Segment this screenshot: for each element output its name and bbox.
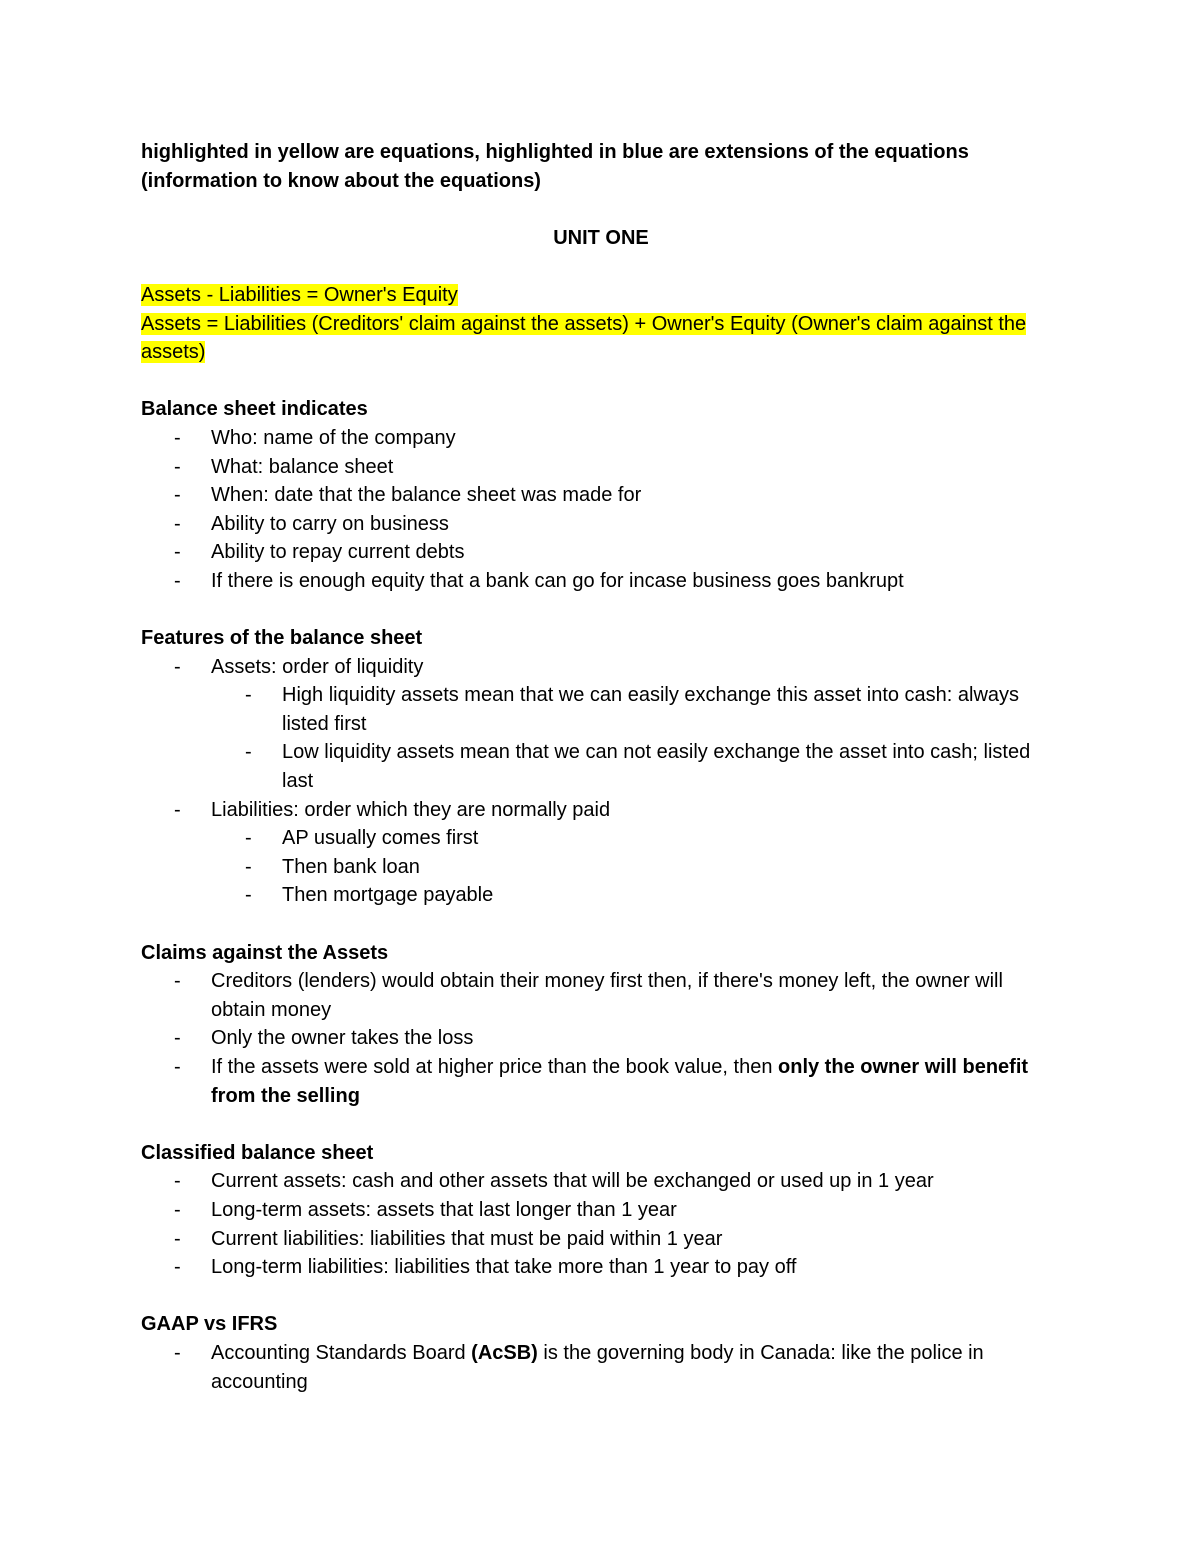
sub-list-item — [211, 881, 1061, 910]
intro-note: highlighted in yellow are equations, highlighted in blue are extensions of the equations (information to know about the equations) — [141, 141, 969, 192]
list-item — [141, 1024, 1061, 1053]
dash-bullet: - — [174, 455, 181, 478]
dash-bullet: - — [174, 484, 181, 507]
dash-bullet: - — [174, 1170, 181, 1193]
sub-list-item — [211, 824, 1061, 853]
sub-list-item — [211, 738, 1061, 795]
list-item-text: Liabilities: order which they are normally paid — [211, 798, 611, 821]
dash-bullet: - — [245, 855, 252, 878]
list-item — [141, 1053, 1061, 1110]
section-gaap-vs-ifrs — [141, 1310, 1061, 1396]
list-item — [141, 796, 1061, 910]
dash-bullet: - — [245, 741, 252, 764]
list-item-text: What: balance sheet — [211, 455, 394, 478]
sub-list-item-text: Low liquidity assets mean that we can not easily exchange the asset into cash; listed last — [282, 741, 1031, 793]
list-item-text: Assets: order of liquidity — [211, 655, 424, 678]
dash-bullet: - — [174, 1027, 181, 1050]
sub-list — [211, 681, 1061, 795]
list-item — [141, 967, 1061, 1024]
section-features — [141, 624, 1061, 910]
sub-list-item — [211, 681, 1061, 738]
list-item — [141, 510, 1061, 539]
list-item — [141, 1196, 1061, 1225]
unit-title: UNIT ONE — [553, 226, 649, 249]
sub-list-item — [211, 853, 1061, 882]
dash-bullet: - — [174, 569, 181, 592]
section-heading: Balance sheet indicates — [141, 398, 368, 421]
dash-bullet: - — [174, 1198, 181, 1221]
list-item — [141, 1253, 1061, 1282]
dash-bullet: - — [174, 1227, 181, 1250]
list-item-text: Current liabilities: liabilities that must be paid within 1 year — [211, 1227, 723, 1250]
list-item-text: Current assets: cash and other assets that will be exchanged or used up in 1 year — [211, 1170, 934, 1193]
list-item — [141, 1339, 1061, 1396]
section-classified — [141, 1139, 1061, 1282]
bullet-list — [141, 1167, 1061, 1281]
list-item — [141, 453, 1061, 482]
list-item-text: Ability to repay current debts — [211, 541, 465, 564]
dash-bullet: - — [245, 884, 252, 907]
equation-2: Assets = Liabilities (Creditors' claim against the assets) + Owner's Equity (Owner's claim against the assets) — [141, 312, 1027, 364]
section-heading: GAAP vs IFRS — [141, 1313, 278, 1336]
bullet-list — [141, 424, 1061, 596]
bullet-list — [141, 1339, 1061, 1396]
sub-list — [211, 824, 1061, 910]
list-item-text: Only the owner takes the loss — [211, 1027, 474, 1050]
section-heading: Features of the balance sheet — [141, 627, 423, 650]
sub-list-item-text: Then mortgage payable — [282, 884, 494, 907]
list-item-text: is the governing body in Canada: like the police in accounting — [211, 1341, 984, 1393]
dash-bullet: - — [174, 426, 181, 449]
list-item — [141, 424, 1061, 453]
list-item-text: Accounting Standards Board — [211, 1341, 472, 1364]
list-item-text: Who: name of the company — [211, 426, 456, 449]
equations-block — [141, 281, 1061, 367]
list-item-text: Long-term assets: assets that last longer than 1 year — [211, 1198, 677, 1221]
dash-bullet: - — [174, 541, 181, 564]
section-claims — [141, 939, 1061, 1111]
dash-bullet: - — [174, 798, 181, 821]
list-item-text: Long-term liabilities: liabilities that take more than 1 year to pay off — [211, 1256, 797, 1279]
list-item — [141, 538, 1061, 567]
document-page — [141, 138, 1061, 1396]
sub-list-item-text: High liquidity assets mean that we can easily exchange this asset into cash: always listed first — [282, 684, 1020, 735]
list-item — [141, 567, 1061, 596]
sub-list-item-text: AP usually comes first — [282, 827, 479, 850]
list-item-text: If the assets were sold at higher price than the book value, then — [211, 1056, 779, 1078]
list-item-text: Ability to carry on business — [211, 512, 449, 535]
list-item — [141, 481, 1061, 510]
dash-bullet: - — [174, 1256, 181, 1279]
list-item — [141, 653, 1061, 796]
dash-bullet: - — [174, 1341, 181, 1364]
dash-bullet: - — [174, 970, 181, 993]
dash-bullet: - — [245, 827, 252, 850]
equation-1: Assets - Liabilities = Owner's Equity — [141, 283, 458, 306]
dash-bullet: - — [245, 684, 252, 707]
emphasis-text: only the owner will benefit from the selling — [211, 1056, 1029, 1107]
section-heading: Claims against the Assets — [141, 941, 389, 964]
dash-bullet: - — [174, 655, 181, 678]
list-item — [141, 1225, 1061, 1254]
bullet-list — [141, 967, 1061, 1110]
emphasis-text: (AcSB) — [471, 1341, 538, 1364]
bullet-list — [141, 653, 1061, 910]
section-balance-sheet-indicates — [141, 395, 1061, 595]
dash-bullet: - — [174, 512, 181, 535]
list-item-text: Creditors (lenders) would obtain their money first then, if there's money left, the owner will obtain money — [211, 970, 1003, 1021]
list-item-text: If there is enough equity that a bank can go for incase business goes bankrupt — [211, 569, 904, 592]
list-item-text: When: date that the balance sheet was made for — [211, 484, 642, 507]
list-item — [141, 1167, 1061, 1196]
dash-bullet: - — [174, 1056, 181, 1078]
sub-list-item-text: Then bank loan — [282, 855, 420, 878]
section-heading: Classified balance sheet — [141, 1141, 374, 1164]
